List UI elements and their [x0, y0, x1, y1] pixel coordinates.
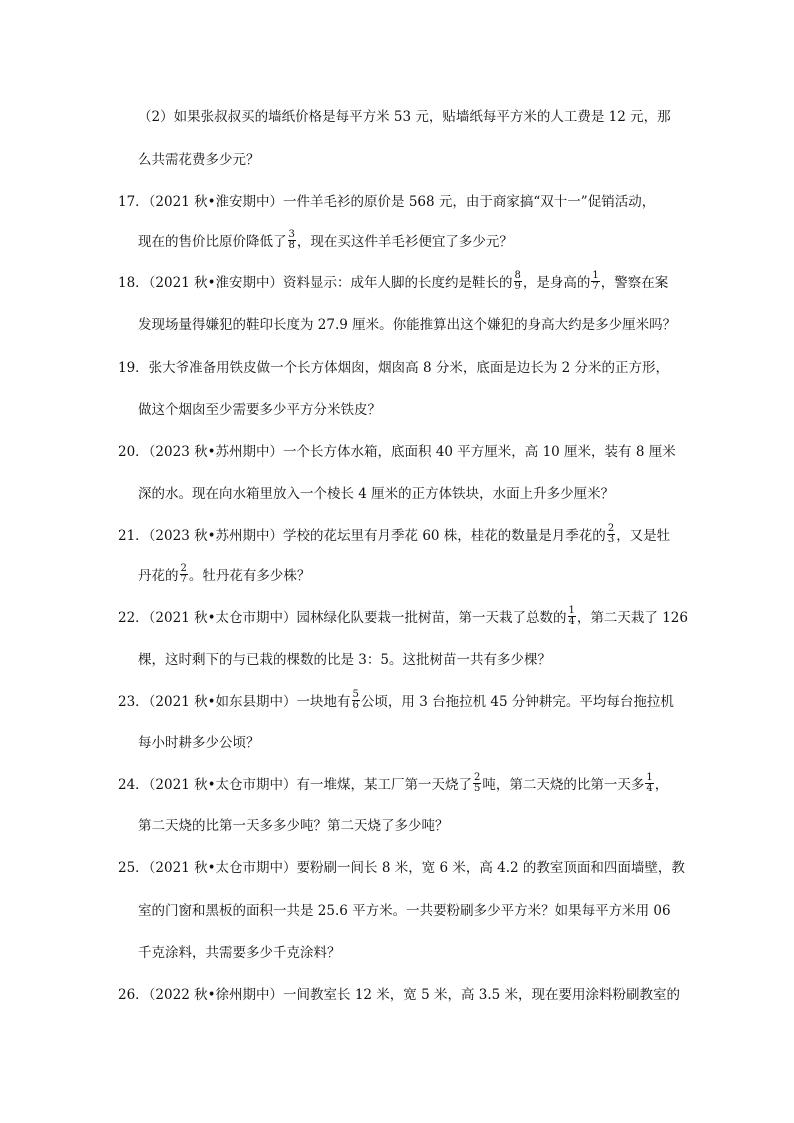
problem-23-text-b: 公顷，用 3 台拖拉机 45 分钟耕完。平均每台拖拉机	[360, 694, 674, 710]
problem-21-text-d: 。牡丹花有多少株？	[188, 568, 311, 584]
problem-21-text-b: ，又是牡	[616, 528, 671, 544]
problem-16-part2-line2: 么共需花费多少元？	[138, 152, 260, 168]
problem-26-line1: 26．（2022 秋•徐州期中）一间教室长 12 米，宽 5 米，高 3.5 米，现在要用涂料粉刷教室的	[118, 987, 681, 1003]
problem-22-line1	[118, 605, 688, 629]
problem-25-line1: 25．（2021 秋•太仓市期中）要粉刷一间长 8 米，宽 6 米，高 4.2 的教室顶面和四面墙壁，教	[118, 860, 685, 876]
problem-16-part2-line1: （2）如果张叔叔买的墙纸价格是每平方米 53 元，贴墙纸每平方米的人工费是 12 元，那	[138, 109, 671, 125]
problem-23-line1	[118, 689, 674, 713]
problem-17-text-b: ，现在买这件羊毛衫便宜了多少元？	[296, 234, 513, 250]
problem-18-text-b: ，是身高的	[522, 275, 591, 291]
problem-23-text-a: 23．（2021 秋•如东县期中）一块地有	[118, 694, 351, 710]
problem-25-line3: 千克涂料，共需要多少千克涂料？	[138, 945, 341, 961]
fraction-3-8: $\frac{3}{8}$	[288, 229, 295, 251]
problem-17-line1: 17．（2021 秋•淮安期中）一件羊毛衫的原价是 568 元，由于商家搞“双十一”促销活动，	[118, 194, 656, 210]
problem-20-line1: 20．（2023 秋•苏州期中）一个长方体水箱，底面积 40 平方厘米，高 10 厘米，装有 8 厘米	[118, 444, 676, 460]
problem-19-line1: 19．张大爷准备用铁皮做一个长方体烟囱，烟囱高 8 分米，底面是边长为 2 分米的正方形，	[118, 360, 670, 376]
problem-20-line2: 深的水。现在向水箱里放入一个棱长 4 厘米的正方体铁块，水面上升多少厘米？	[138, 486, 615, 502]
problem-19-line2: 做这个烟囱至少需要多少平方分米铁皮？	[138, 402, 381, 418]
problem-24-text-b: 吨，第二天烧的比第一天多	[482, 777, 645, 793]
problem-18-text-a: 18．（2021 秋•淮安期中）资料显示：成年人脚的长度约是鞋长的	[118, 275, 513, 291]
problem-23-line2: 每小时耕多少公顷？	[138, 735, 260, 751]
fraction-2-3: $\frac{2}{3}$	[607, 523, 615, 545]
fraction-2-7: $\frac{2}{7}$	[180, 563, 187, 585]
problem-21-text-a: 21．（2023 秋•苏州期中）学校的花坛里有月季花 60 株，桂花的数量是月季花的	[118, 528, 606, 544]
problem-22-text-b: ，第二天栽了 126	[576, 610, 688, 626]
fraction-5-6: $\frac{5}{6}$	[352, 689, 359, 711]
fraction-8-9: $\frac{8}{9}$	[514, 270, 521, 292]
fraction-1-4: $\frac{1}{4}$	[568, 605, 575, 627]
problem-24-line2: 第二天烧的比第一天多多少吨？第二天烧了多少吨？	[138, 818, 449, 834]
problem-18-text-c: ，警察在案	[600, 275, 669, 291]
problem-22-line2: 棵，这时剩下的与已栽的棵数的比是 3：5。这批树苗一共有多少棵？	[138, 652, 551, 668]
fraction-1-7: $\frac{1}{7}$	[592, 270, 599, 292]
problem-22-text-a: 22．（2021 秋•太仓市期中）园林绿化队要栽一批树苗，第一天栽了总数的	[118, 610, 567, 626]
problem-17-text-a: 现在的售价比原价降低了	[138, 234, 287, 250]
problem-24-text-a: 24．（2021 秋•太仓市期中）有一堆煤，某工厂第一天烧了	[118, 777, 473, 793]
problem-24-line1	[118, 772, 669, 796]
problem-24-text-c: ，	[654, 777, 669, 793]
problem-21-line2	[138, 563, 311, 587]
fraction-1-4-b: $\frac{1}{4}$	[646, 772, 653, 794]
problem-25-line2: 室的门窗和黑板的面积一共是 25.6 平方米。一共要粉刷多少平方米？如果每平方米用 06	[138, 903, 671, 919]
problem-18-line1	[118, 270, 669, 294]
problem-21-text-c: 丹花的	[138, 568, 179, 584]
problem-21-line1	[118, 523, 671, 547]
problem-17-line2	[138, 229, 513, 253]
fraction-2-5: $\frac{2}{5}$	[474, 772, 481, 794]
problem-18-line2: 发现场量得嫌犯的鞋印长度为 27.9 厘米。你能推算出这个嫌犯的身高大约是多少厘米吗？	[138, 317, 677, 333]
